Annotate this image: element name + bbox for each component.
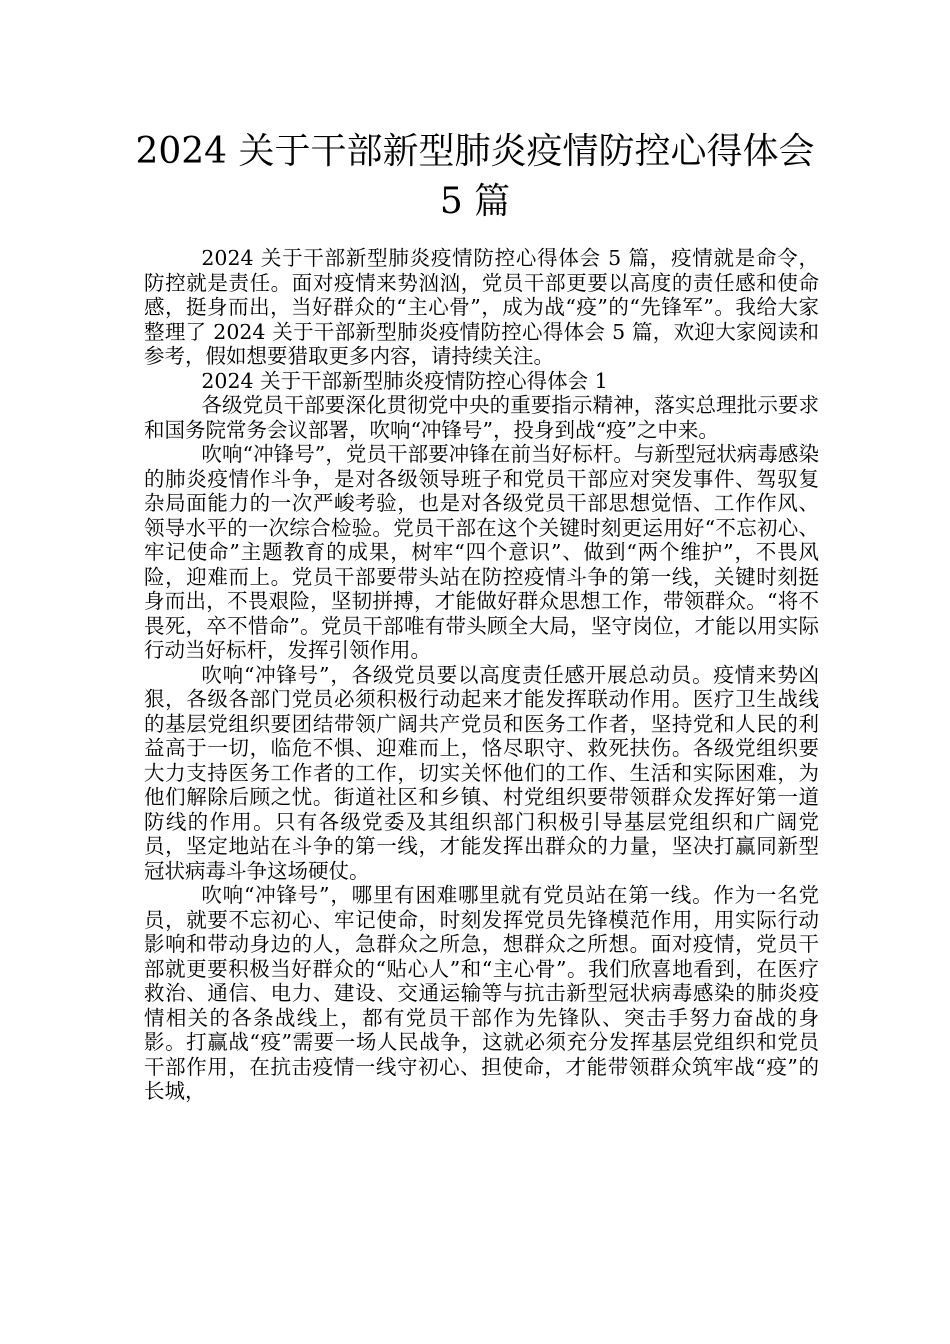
title-line-2: 5 篇: [439, 181, 511, 222]
body-paragraph: 吹响“冲锋号”，各级党员要以高度责任感开展总动员。疫情来势凶狠，各级各部门党员必须积极行动起来才能发挥联动作用。医疗卫生战线的基层党组织要团结带领广阔共产党员和医务工作者，坚持党和人民的利益高于一切，临危不惧、迎难而上，恪尽职守、救死扶伤。各级党组织要大力支持医务工作者的工作，切实关怀他们的工作、生活和实际困难，为他们解除后顾之忧。街道社区和乡镇、村党组织要带领群众发挥好第一道防线的作用。只有各级党委及其组织部门积极引导基层党组织和广阔党员，坚定地站在斗争的第一线，才能发挥出群众的力量，坚决打赢同新型冠状病毒斗争这场硬仗。: [144, 662, 819, 883]
intro-paragraph: 2024 关于干部新型肺炎疫情防控心得体会 5 篇，疫情就是命令，防控就是责任。面对疫情来势汹汹，党员干部更要以高度的责任感和使命感，挺身而出，当好群众的“主心骨”，成为战“疫”的“先锋军”。我给大家整理了 2024 关于干部新型肺炎疫情防控心得体会 5 篇，欢迎大家阅读和参考，假如想要猎取更多内容，请持续关注。: [144, 246, 819, 368]
body-paragraph: 吹响“冲锋号”，党员干部要冲锋在前当好标杆。与新型冠状病毒感染的肺炎疫情作斗争，是对各级领导班子和党员干部应对突发事件、驾驭复杂局面能力的一次严峻考验，也是对各级党员干部思想觉悟、工作作风、领导水平的一次综合检验。党员干部在这个关键时刻更运用好“不忘初心、牢记使命”主题教育的成果，树牢“四个意识”、做到“两个维护”，不畏风险，迎难而上。党员干部要带头站在防控疫情斗争的第一线，关键时刻挺身而出，不畏艰险，坚韧拼搏，才能做好群众思想工作，带领群众。“将不畏死，卒不惜命”。党员干部唯有带头顾全大局，坚守岗位，才能以用实际行动当好标杆，发挥引领作用。: [144, 442, 819, 662]
document-body: [144, 246, 819, 1104]
body-paragraph: 吹响“冲锋号”，哪里有困难哪里就有党员站在第一线。作为一名党员，就要不忘初心、牢记使命，时刻发挥党员先锋模范作用，用实际行动影响和带动身边的人，急群众之所急，想群众之所想。面对疫情，党员干部就更要积极当好群众的“贴心人”和“主心骨”。我们欣喜地看到，在医疗救治、通信、电力、建设、交通运输等与抗击新型冠状病毒感染的肺炎疫情相关的各条战线上，都有党员干部作为先锋队、突击手努力奋战的身影。打赢战“疫”需要一场人民战争，这就必须充分发挥基层党组织和党员干部作用，在抗击疫情一线守初心、担使命，才能带领群众筑牢战“疫”的长城，: [144, 883, 819, 1103]
section-heading: 2024 关于干部新型肺炎疫情防控心得体会 1: [201, 368, 608, 393]
body-paragraph: 各级党员干部要深化贯彻党中央的重要指示精神，落实总理批示要求和国务院常务会议部署，吹响“冲锋号”，投身到战“疫”之中来。: [144, 393, 819, 442]
document-title: [100, 127, 850, 227]
title-line-1: 2024 关于干部新型肺炎疫情防控心得体会: [135, 131, 815, 172]
